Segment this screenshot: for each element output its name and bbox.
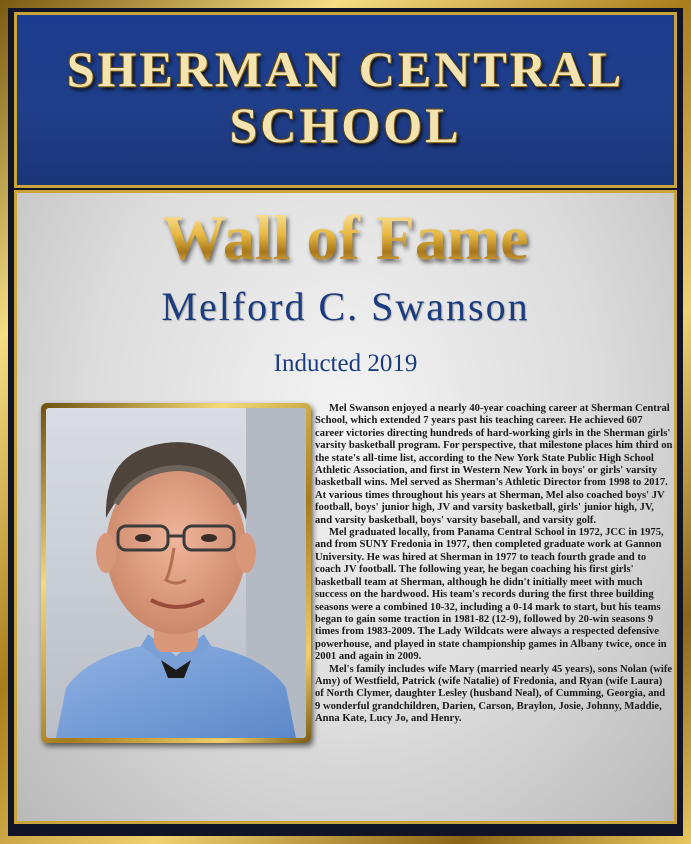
wall-of-fame-heading: Wall of Fame [17,203,674,273]
bio-paragraph: Mel Swanson enjoyed a nearly 40-year coaching career at Sherman Central School, which extended 7 years past his teaching career. He achieved 607 career victories directing hundreds of hard-working girls in the Sherman girls' varsity basketball program. For perspective, that milestone places him third on the state's all-time list, according to the New York State Public High School Athletic Association, and first in Western New York in boys' or girls' varsity basketball wins. Mel served as Sherman's Athletic Director from 1998 to 2017. At various times throughout his years at Sherman, Mel also coached boys' JV football, boys' junior high, JV and varsity basketball, girls' junior high, JV, and varsity basketball, boys' varsity baseball, and varsity golf. [315,403,673,526]
bio-paragraph: Mel's family includes wife Mary (married nearly 45 years), sons Nolan (wife Amy) of Westfield, Patrick (wife Natalie) of Fredonia, and Ryan (wife Laura) of North Clymer, daughter Lesley (husband Neal), of Cumming, Georgia, and 9 wonderful grandchildren, Darien, Carson, Braylon, Josie, Johnny, Maddie, Anna Kate, Lucy Jo, and Henry. [315,663,673,725]
portrait-photo [46,408,306,738]
portrait-icon [46,408,306,738]
bio-paragraph: Mel graduated locally, from Panama Central School in 1972, JCC in 1975, and from SUNY Fredonia in 1977, then completed graduate work at Gannon University. He was hired at Sherman in 1977 to teach fourth grade and to coach JV football. The following year, he began coaching his first girls' basketball team at Sherman, although he didn't initially meet with much success on the hardwood. His team's records during the first three building seasons were a combined 10-32, including a 0-14 mark to start, but his teams began to gain some traction in 1981-82 (12-9), followed by 20-win seasons 9 times from 1983-2009. The Lady Wildcats were always a respected defensive powerhouse, and played in state championship games in Albany twice, once in 2001 and again in 2009. [315,527,667,663]
biography-text [315,403,673,815]
school-header-banner [14,12,677,188]
inductee-name: Melford C. Swanson [161,284,530,329]
photo-frame [41,403,311,743]
inducted-year: Inducted 2019 [273,350,418,377]
plaque-panel [14,190,677,824]
school-name: SHERMAN CENTRAL SCHOOL [66,41,625,153]
